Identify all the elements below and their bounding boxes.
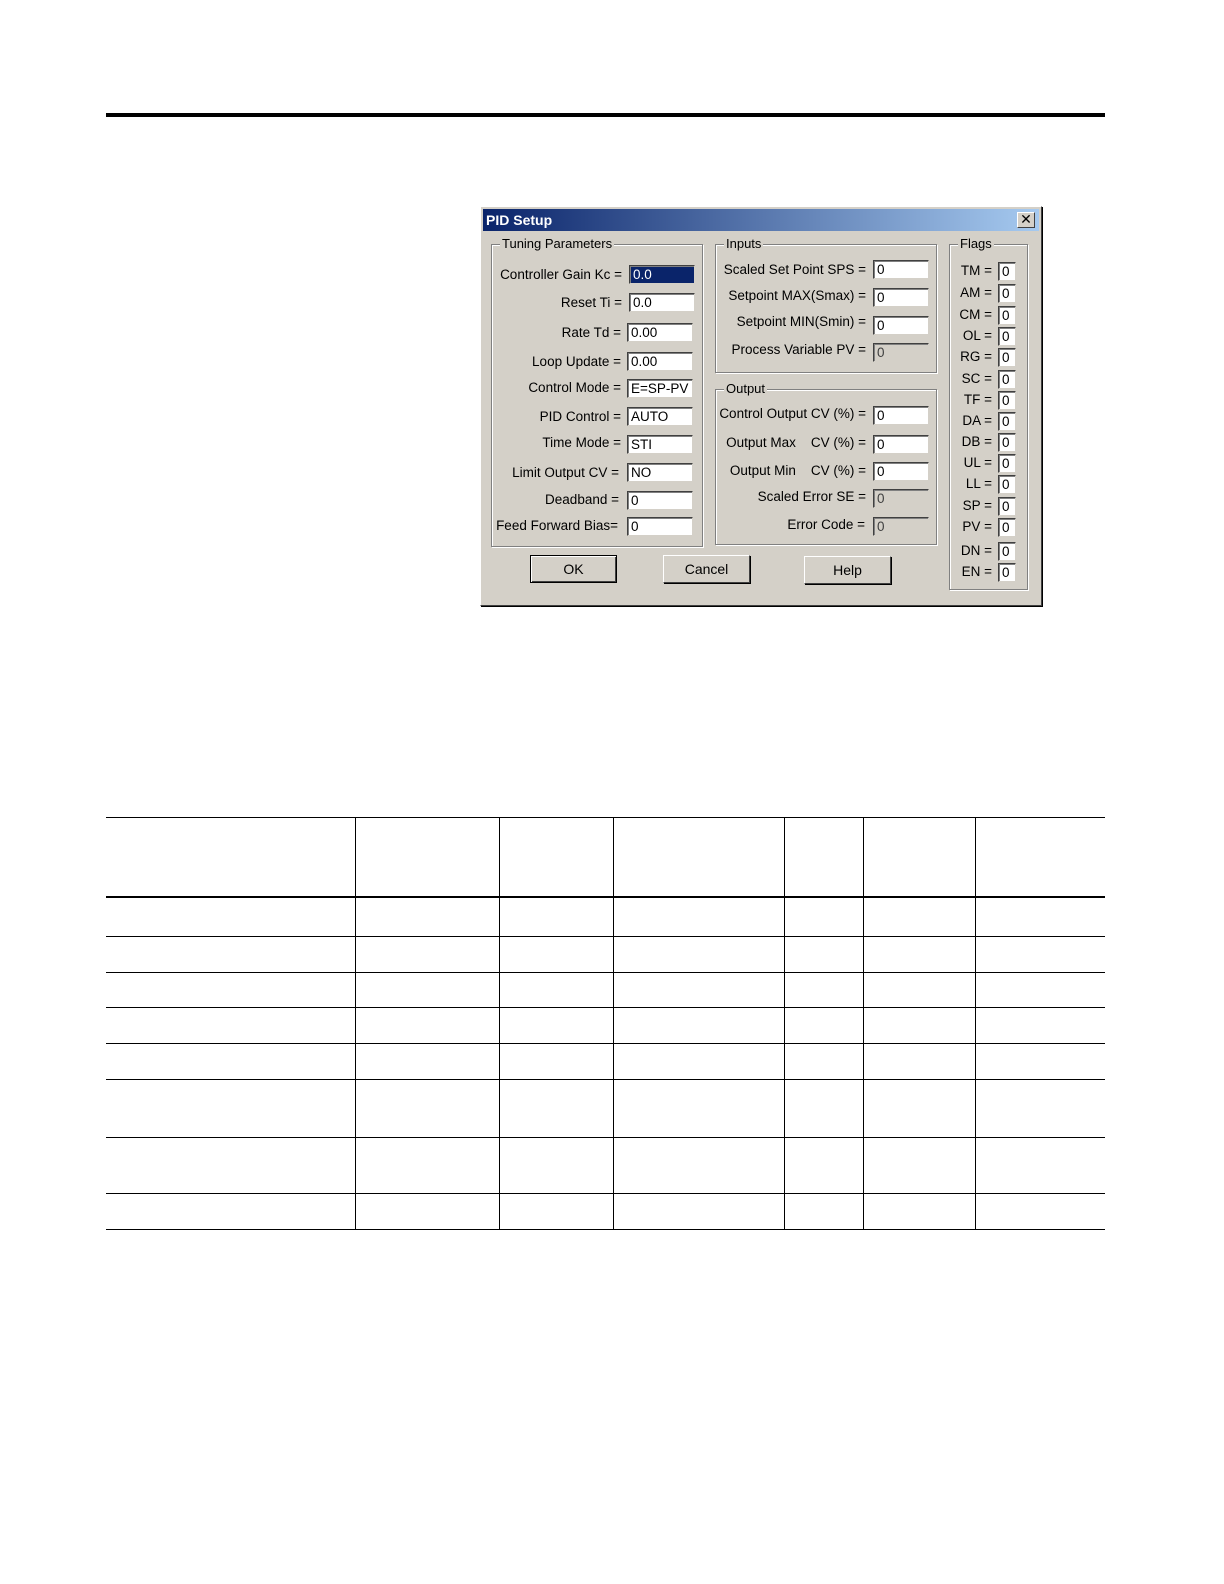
table-row <box>106 1007 1105 1008</box>
tuning-parameters-title: Tuning Parameters <box>502 236 613 251</box>
close-icon[interactable]: ✕ <box>1017 212 1035 228</box>
output-min-field[interactable]: 0 <box>873 462 929 481</box>
ok-button[interactable]: OK <box>530 555 617 583</box>
scaled-error-field: 0 <box>873 489 929 508</box>
controller-gain-label: Controller Gain Kc = <box>500 267 622 282</box>
limit-output-cv-label: Limit Output CV = <box>512 465 619 480</box>
flag-ul-label: UL = <box>963 455 992 470</box>
deadband-field[interactable]: 0 <box>627 491 693 510</box>
control-output-cv-label: Control Output CV (%) = <box>719 406 866 421</box>
table-row <box>106 1043 1105 1044</box>
flag-tf-label: TF = <box>963 392 992 407</box>
output-min-label: Output Min CV (%) = <box>729 463 866 478</box>
table-column-divider <box>613 817 614 1230</box>
title-bar[interactable] <box>483 209 1039 231</box>
flags-title: Flags <box>960 236 992 251</box>
dialog-title: PID Setup <box>486 212 553 228</box>
flag-tm-label: TM = <box>960 263 992 278</box>
table-column-divider <box>499 817 500 1230</box>
flag-ll-field[interactable]: 0 <box>998 475 1016 494</box>
flag-rg-label: RG = <box>960 349 992 364</box>
table-row <box>106 1079 1105 1080</box>
flag-pv-field[interactable]: 0 <box>998 518 1016 537</box>
process-variable-field: 0 <box>873 343 929 362</box>
scaled-error-label: Scaled Error SE = <box>757 489 866 504</box>
feed-forward-bias-field[interactable]: 0 <box>627 517 693 536</box>
pid-setup-dialog <box>480 206 1042 606</box>
limit-output-cv-field[interactable]: NO <box>627 463 693 482</box>
flag-ol-field[interactable]: 0 <box>998 327 1016 346</box>
error-code-label: Error Code = <box>787 517 865 532</box>
control-mode-label: Control Mode = <box>528 380 621 395</box>
table-row <box>106 1229 1105 1230</box>
pid-control-field[interactable]: AUTO <box>627 407 693 426</box>
scaled-set-point-label: Scaled Set Point SPS = <box>723 262 866 277</box>
flag-am-label: AM = <box>960 285 992 300</box>
flag-db-field[interactable]: 0 <box>998 433 1016 452</box>
feed-forward-bias-label: Feed Forward Bias= <box>496 518 618 533</box>
control-mode-field[interactable]: E=SP-PV <box>627 379 693 398</box>
top-rule <box>106 113 1105 117</box>
deadband-label: Deadband = <box>545 492 619 507</box>
flag-sc-label: SC = <box>961 371 992 386</box>
flag-dn-field[interactable]: 0 <box>998 542 1016 561</box>
scaled-set-point-field[interactable]: 0 <box>873 260 929 279</box>
flag-db-label: DB = <box>961 434 992 449</box>
table-row <box>106 936 1105 937</box>
rate-td-field[interactable]: 0.00 <box>627 323 693 342</box>
time-mode-field[interactable]: STI <box>627 435 693 454</box>
flag-ol-label: OL = <box>962 328 992 343</box>
flag-cm-field[interactable]: 0 <box>998 306 1016 325</box>
flag-sp-field[interactable]: 0 <box>998 497 1016 516</box>
control-output-cv-field[interactable]: 0 <box>873 406 929 425</box>
controller-gain-field[interactable]: 0.0 <box>629 265 695 284</box>
setpoint-max-field[interactable]: 0 <box>873 288 929 307</box>
output-max-label: Output Max CV (%) = <box>726 435 866 450</box>
table-row <box>106 1193 1105 1194</box>
table-header-rule <box>106 896 1105 898</box>
table-rule <box>106 817 1105 818</box>
inputs-title: Inputs <box>726 236 762 251</box>
flag-rg-field[interactable]: 0 <box>998 348 1016 367</box>
setpoint-max-label: Setpoint MAX(Smax) = <box>728 288 866 303</box>
flag-tm-field[interactable]: 0 <box>998 262 1016 281</box>
loop-update-label: Loop Update = <box>532 354 621 369</box>
table-column-divider <box>784 817 785 1230</box>
pid-control-label: PID Control = <box>539 409 621 424</box>
flag-cm-label: CM = <box>959 307 992 322</box>
table-row <box>106 1137 1105 1138</box>
flag-en-label: EN = <box>961 564 992 579</box>
flag-da-label: DA = <box>962 413 992 428</box>
flag-sp-label: SP = <box>962 498 992 513</box>
process-variable-label: Process Variable PV = <box>731 342 866 357</box>
flag-pv-label: PV = <box>962 519 992 534</box>
cancel-button[interactable]: Cancel <box>663 555 750 583</box>
output-title: Output <box>726 381 766 396</box>
output-max-field[interactable]: 0 <box>873 435 929 454</box>
reset-ti-label: Reset Ti = <box>560 295 622 310</box>
flag-dn-label: DN = <box>960 543 992 558</box>
setpoint-min-field[interactable]: 0 <box>873 316 929 335</box>
setpoint-min-label: Setpoint MIN(Smin) = <box>736 314 866 329</box>
reset-ti-field[interactable]: 0.0 <box>629 293 695 312</box>
loop-update-field[interactable]: 0.00 <box>627 352 693 371</box>
table-column-divider <box>975 817 976 1230</box>
error-code-field: 0 <box>873 517 929 536</box>
table-column-divider <box>355 817 356 1230</box>
flag-ll-label: LL = <box>965 476 992 491</box>
flag-ul-field[interactable]: 0 <box>998 454 1016 473</box>
flag-en-field[interactable]: 0 <box>998 563 1016 582</box>
flag-sc-field[interactable]: 0 <box>998 370 1016 389</box>
flag-am-field[interactable]: 0 <box>998 284 1016 303</box>
table-row <box>106 972 1105 973</box>
time-mode-label: Time Mode = <box>542 435 621 450</box>
flag-tf-field[interactable]: 0 <box>998 391 1016 410</box>
rate-td-label: Rate Td = <box>561 325 621 340</box>
table-column-divider <box>863 817 864 1230</box>
flag-da-field[interactable]: 0 <box>998 412 1016 431</box>
help-button[interactable]: Help <box>804 556 891 584</box>
